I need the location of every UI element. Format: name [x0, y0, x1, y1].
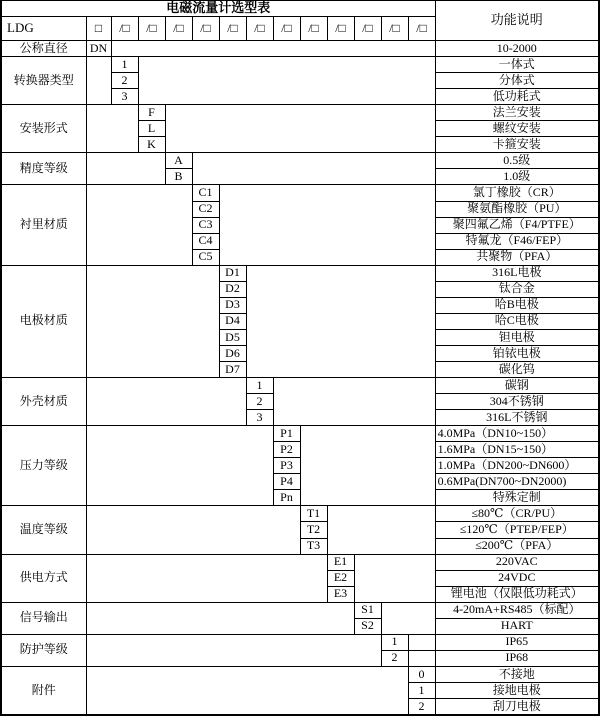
empty-cell — [86, 602, 354, 634]
description-cell: 220VAC — [435, 554, 599, 570]
code-cell: T2 — [300, 522, 327, 538]
description-cell: 特氟龙（F46/FEP） — [435, 233, 599, 249]
code-cell: E2 — [327, 570, 354, 586]
code-cell: 2 — [111, 73, 138, 89]
code-cell: 2 — [246, 394, 273, 410]
description-cell: 10-2000 — [435, 41, 599, 57]
empty-cell — [86, 634, 381, 666]
code-cell: C2 — [192, 201, 219, 217]
table-row — [1, 105, 599, 121]
description-cell: 卡箍安装 — [435, 137, 599, 153]
empty-cell — [165, 105, 435, 153]
table-row — [1, 185, 599, 201]
model-slot-box: /□ — [300, 16, 327, 40]
code-cell: D7 — [219, 362, 246, 378]
category-label: 衬里材质 — [1, 185, 86, 265]
code-cell: L — [138, 121, 165, 137]
code-cell: 0 — [408, 666, 435, 682]
description-cell: ≤200℃（PFA） — [435, 538, 599, 554]
empty-cell — [86, 378, 246, 426]
description-cell: 316L不锈钢 — [435, 410, 599, 426]
code-cell: S1 — [354, 602, 381, 618]
category-label: 电极材质 — [1, 265, 86, 377]
empty-cell — [192, 153, 435, 185]
code-cell: E1 — [327, 554, 354, 570]
empty-cell — [327, 506, 435, 554]
table-row — [1, 634, 599, 650]
description-cell: 1.0MPa（DN200~DN600） — [435, 458, 599, 474]
code-cell: D2 — [219, 281, 246, 297]
empty-step-cell — [408, 650, 435, 666]
table-row — [1, 265, 599, 281]
table-row — [1, 41, 599, 57]
description-cell: HART — [435, 618, 599, 634]
category-label: 安装形式 — [1, 105, 86, 153]
code-cell: T3 — [300, 538, 327, 554]
description-cell: 不接地 — [435, 666, 599, 682]
description-cell: 特殊定制 — [435, 490, 599, 506]
description-cell: 316L电极 — [435, 265, 599, 281]
description-cell: ≤120℃（PTEP/FEP） — [435, 522, 599, 538]
empty-cell — [381, 602, 435, 634]
category-label: 附件 — [1, 666, 86, 715]
table-row — [1, 153, 599, 169]
description-cell: 哈B电极 — [435, 297, 599, 313]
description-cell: 聚氨酯橡胶（PU） — [435, 201, 599, 217]
code-cell: 1 — [408, 682, 435, 698]
description-cell: 4-20mA+RS485（标配） — [435, 602, 599, 618]
category-label: 信号输出 — [1, 602, 86, 634]
category-label: 压力等级 — [1, 426, 86, 506]
table-row — [1, 378, 599, 394]
category-label: 防护等级 — [1, 634, 86, 666]
code-cell: 2 — [381, 650, 408, 666]
description-cell: 哈C电极 — [435, 313, 599, 329]
description-cell: 0.5级 — [435, 153, 599, 169]
code-cell: C3 — [192, 217, 219, 233]
table-row — [1, 602, 599, 618]
description-cell: 1.0级 — [435, 169, 599, 185]
code-cell: C5 — [192, 249, 219, 265]
code-cell: DN — [86, 41, 111, 57]
code-cell: 1 — [111, 57, 138, 73]
code-cell: 3 — [111, 89, 138, 105]
empty-cell — [219, 185, 435, 265]
model-slot-box: /□ — [219, 16, 246, 40]
description-cell: 0.6MPa(DN700~DN2000) — [435, 474, 599, 490]
empty-cell — [86, 57, 111, 105]
code-cell: D1 — [219, 265, 246, 281]
model-slot-box: /□ — [327, 16, 354, 40]
category-label: 温度等级 — [1, 506, 86, 554]
description-cell: 铂铱电极 — [435, 345, 599, 361]
code-cell: 1 — [381, 634, 408, 650]
code-cell: D6 — [219, 345, 246, 361]
description-cell: 氯丁橡胶（CR） — [435, 185, 599, 201]
model-slot-box: /□ — [111, 16, 138, 40]
description-cell: 钽电极 — [435, 329, 599, 345]
code-cell: 1 — [246, 378, 273, 394]
code-cell: D3 — [219, 297, 246, 313]
category-label: 公称直径 — [1, 41, 86, 57]
table-row — [1, 57, 599, 73]
category-label: 转换器类型 — [1, 57, 86, 105]
code-cell: B — [165, 169, 192, 185]
model-slot-box: /□ — [165, 16, 192, 40]
model-prefix: LDG — [1, 16, 86, 40]
code-cell: P4 — [273, 474, 300, 490]
code-cell: D4 — [219, 313, 246, 329]
description-cell: 4.0MPa（DN10~150） — [435, 426, 599, 442]
code-cell: S2 — [354, 618, 381, 634]
description-cell: 螺纹安装 — [435, 121, 599, 137]
model-slot-box: /□ — [354, 16, 381, 40]
code-cell: 2 — [408, 698, 435, 715]
code-cell: D5 — [219, 329, 246, 345]
code-cell: P2 — [273, 442, 300, 458]
code-cell: E3 — [327, 586, 354, 602]
empty-cell — [86, 554, 327, 602]
code-cell: T1 — [300, 506, 327, 522]
model-slot-box: /□ — [273, 16, 300, 40]
description-cell: ≤80℃（CR/PU） — [435, 506, 599, 522]
description-cell: IP68 — [435, 650, 599, 666]
description-cell: 共聚物（PFA） — [435, 249, 599, 265]
code-cell: C1 — [192, 185, 219, 201]
category-label: 供电方式 — [1, 554, 86, 602]
model-slot-box: /□ — [246, 16, 273, 40]
code-cell: K — [138, 137, 165, 153]
empty-cell — [86, 265, 219, 377]
code-cell: P1 — [273, 426, 300, 442]
empty-cell — [138, 57, 435, 105]
description-cell: 一体式 — [435, 57, 599, 73]
description-cell: 低功耗式 — [435, 89, 599, 105]
description-cell: 304不锈钢 — [435, 394, 599, 410]
description-cell: 碳钢 — [435, 378, 599, 394]
model-slot-box: /□ — [192, 16, 219, 40]
empty-cell — [300, 426, 435, 506]
description-cell: 钛合金 — [435, 281, 599, 297]
table-row — [1, 554, 599, 570]
empty-cell — [86, 426, 273, 506]
category-label: 外壳材质 — [1, 378, 86, 426]
empty-cell — [111, 41, 435, 57]
table-row — [1, 666, 599, 682]
empty-cell — [246, 265, 435, 377]
code-cell: Pn — [273, 490, 300, 506]
description-cell: 24VDC — [435, 570, 599, 586]
table-row — [1, 506, 599, 522]
empty-cell — [86, 105, 138, 153]
code-cell: A — [165, 153, 192, 169]
description-cell: IP65 — [435, 634, 599, 650]
empty-cell — [86, 153, 165, 185]
model-slot-box: /□ — [408, 16, 435, 40]
empty-cell — [86, 666, 408, 715]
description-cell: 分体式 — [435, 73, 599, 89]
code-cell: F — [138, 105, 165, 121]
description-cell: 刮刀电极 — [435, 698, 599, 715]
description-cell: 聚四氟乙烯（F4/PTFE） — [435, 217, 599, 233]
model-slot-box: /□ — [381, 16, 408, 40]
empty-cell — [273, 378, 435, 426]
empty-cell — [86, 506, 300, 554]
code-cell: P3 — [273, 458, 300, 474]
model-first-box: □ — [86, 16, 111, 40]
code-cell: C4 — [192, 233, 219, 249]
description-cell: 锂电池（仅限低功耗式） — [435, 586, 599, 602]
code-cell: 3 — [246, 410, 273, 426]
description-cell: 接地电极 — [435, 682, 599, 698]
title-row — [1, 1, 599, 17]
table-row — [1, 426, 599, 442]
description-cell: 法兰安装 — [435, 105, 599, 121]
empty-cell — [86, 185, 192, 265]
category-label: 精度等级 — [1, 153, 86, 185]
empty-cell — [354, 554, 435, 602]
description-cell: 1.6MPa（DN15~150） — [435, 442, 599, 458]
function-column-header: 功能说明 — [435, 1, 599, 41]
description-cell: 碳化钨 — [435, 362, 599, 378]
empty-step-cell — [408, 634, 435, 650]
model-slot-box: /□ — [138, 16, 165, 40]
table-title: 电磁流量计选型表 — [1, 1, 435, 17]
